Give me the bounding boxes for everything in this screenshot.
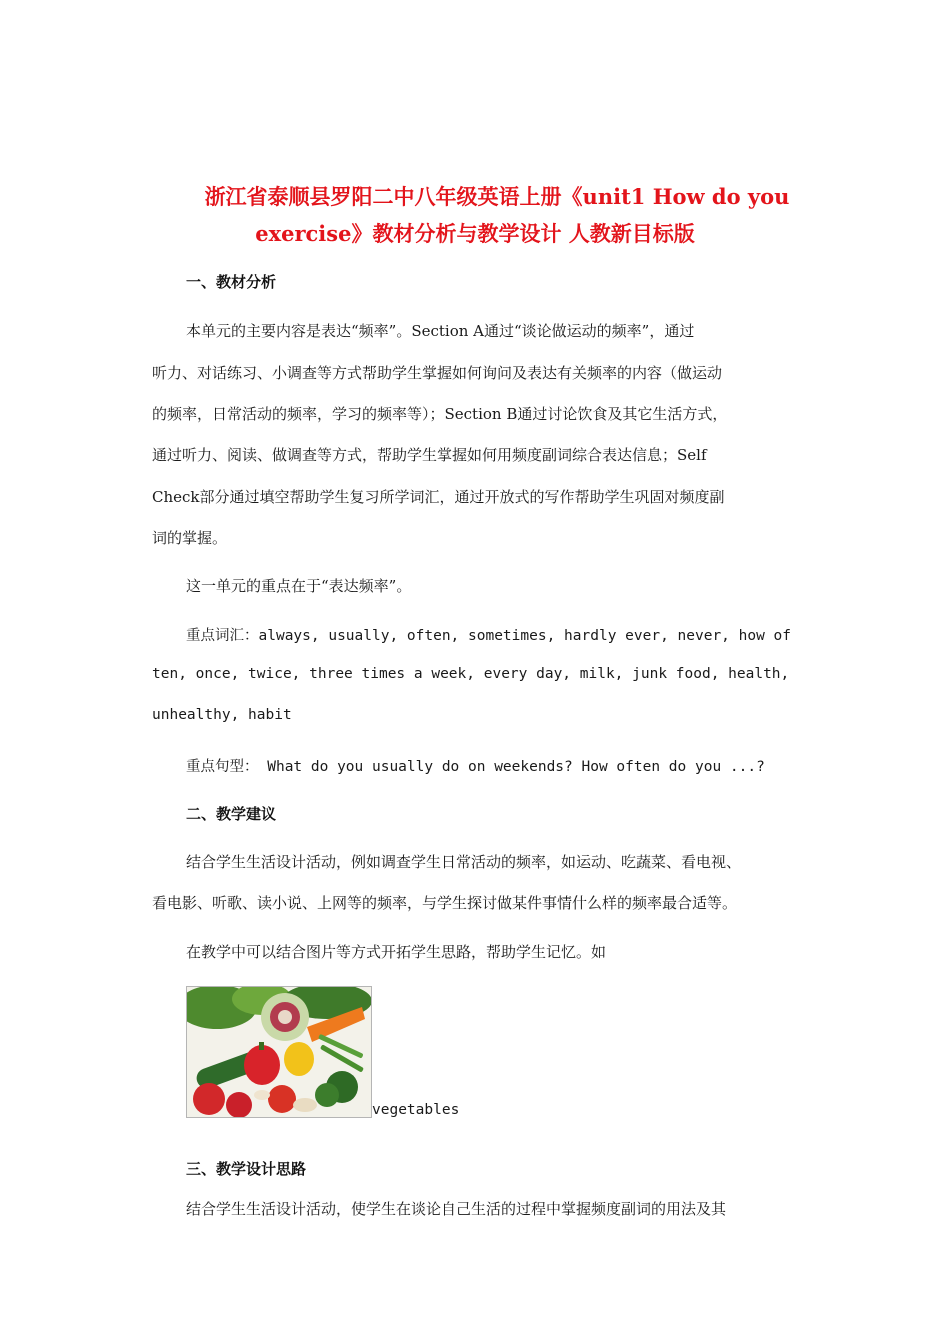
paragraph-line: 在教学中可以结合图片等方式开拓学生思路，帮助学生记忆。如 xyxy=(186,943,607,961)
figure-caption: vegetables xyxy=(372,1102,460,1118)
vocab-line: 重点词汇：always, usually, often, sometimes, hardly ever, never, how of xyxy=(186,628,792,644)
paragraph-line: 词的掌握。 xyxy=(152,529,228,547)
vocab-line: ten, once, twice, three times a week, every day, milk, junk food, health, xyxy=(152,666,790,682)
key-sentence-line: 重点句型： What do you usually do on weekends? How often do you ...? xyxy=(186,759,765,775)
vocab-line: unhealthy, habit xyxy=(152,707,292,723)
page-title-line-1: 浙江省泰顺县罗阳二中八年级英语上册《unit1 How do you xyxy=(204,184,790,209)
paragraph-line: 听力、对话练习、小调查等方式帮助学生掌握如何询问及表达有关频率的内容（做运动 xyxy=(152,364,723,382)
paragraph-line: 结合学生生活设计活动，例如调查学生日常活动的频率，如运动、吃蔬菜、看电视、 xyxy=(186,853,742,871)
paragraph-line: 这一单元的重点在于“表达频率”。 xyxy=(186,577,412,595)
section-heading-1: 一、教材分析 xyxy=(186,273,277,291)
page-title-line-2: exercise》教材分析与教学设计 人教新目标版 xyxy=(255,221,695,246)
paragraph-line: 通过听力、阅读、做调查等方式，帮助学生掌握如何用频度副词综合表达信息；Self xyxy=(152,446,707,464)
paragraph-line: 看电影、听歌、读小说、上网等的频率，与学生探讨做某件事情什么样的频率最合适等。 xyxy=(152,894,738,912)
paragraph-line: Check部分通过填空帮助学生复习所学词汇，通过开放式的写作帮助学生巩固对频度副 xyxy=(152,488,725,506)
section-heading-3: 三、教学设计思路 xyxy=(186,1160,307,1178)
paragraph-line: 本单元的主要内容是表达“频率”。Section A通过“谈论做运动的频率”，通过 xyxy=(186,322,695,340)
vegetables-image xyxy=(186,986,372,1118)
section-heading-2: 二、教学建议 xyxy=(186,805,277,823)
paragraph-line: 结合学生生活设计活动，使学生在谈论自己生活的过程中掌握频度副词的用法及其 xyxy=(186,1200,727,1218)
paragraph-line: 的频率，日常活动的频率，学习的频率等）；Section B通过讨论饮食及其它生活方式， xyxy=(152,405,728,423)
